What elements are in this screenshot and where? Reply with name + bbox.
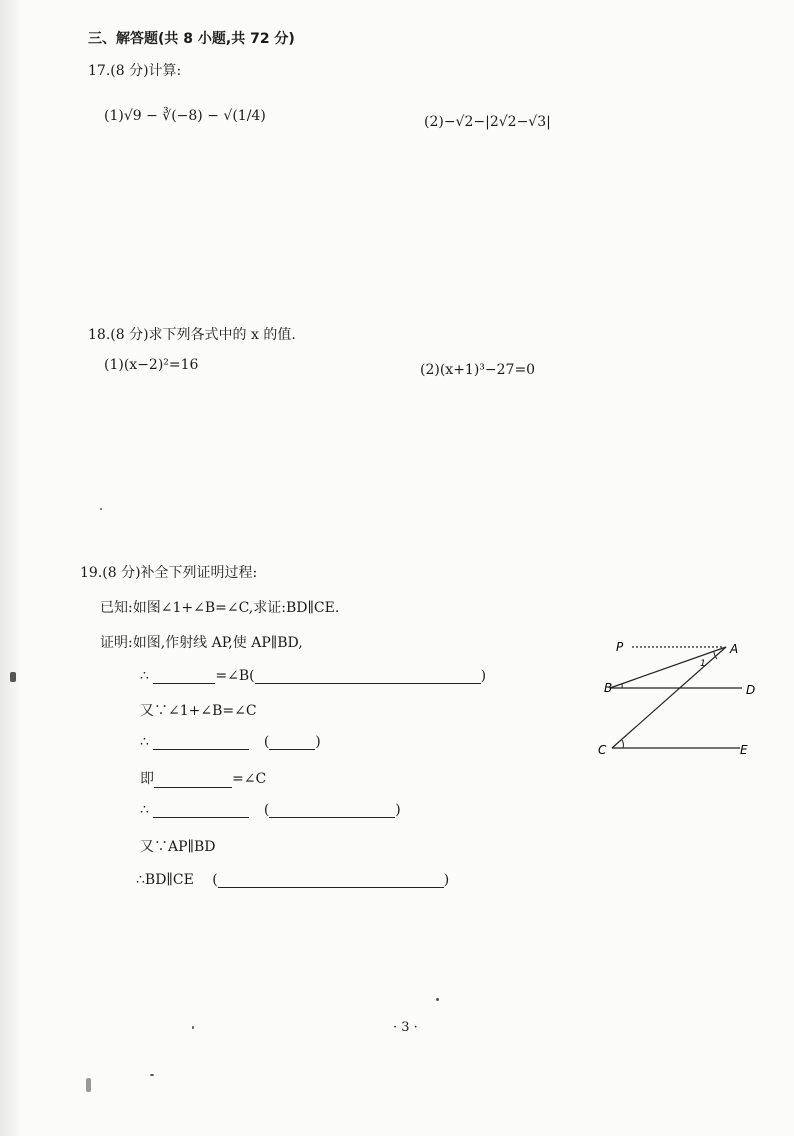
proof-line-4-text: =∠C	[232, 771, 267, 787]
proof-line-5-open: (	[263, 802, 270, 818]
label-angle-1: 1	[700, 659, 706, 669]
label-c: C	[598, 743, 607, 757]
proof-line-7-close: )	[443, 872, 450, 888]
scan-speck	[86, 1078, 91, 1092]
proof-line-7-open: (	[212, 872, 218, 888]
label-b: B	[604, 681, 613, 695]
proof-line-5	[140, 802, 401, 818]
proof-line-4	[140, 768, 266, 788]
proof-line-1	[140, 668, 486, 684]
question-19-known: 已知:如图∠1+∠B=∠C,求证:BD∥CE.	[100, 600, 340, 616]
line-ab	[610, 647, 726, 688]
scan-speck	[436, 998, 439, 1001]
angle-c-arc	[622, 740, 623, 748]
blank-3[interactable]	[153, 735, 249, 750]
question-19-title: 19.(8 分)补全下列证明过程:	[80, 565, 258, 581]
scan-speck	[192, 1026, 194, 1029]
question-19-proof-intro: 证明:如图,作射线 AP,使 AP∥BD,	[100, 635, 303, 651]
scan-edge-shadow	[0, 0, 22, 1136]
blank-4[interactable]	[269, 735, 315, 750]
proof-line-3	[140, 734, 321, 750]
question-18-part-2: (2)(x+1)³−27=0	[420, 362, 536, 378]
proof-line-5-close: )	[395, 802, 401, 818]
section-title: 三、解答题(共 8 小题,共 72 分)	[88, 31, 295, 47]
proof-line-3-close: )	[315, 734, 321, 750]
question-18-part-1: (1)(x−2)²=16	[104, 357, 199, 373]
question-17-title: 17.(8 分)计算:	[88, 63, 182, 79]
proof-line-1-text: =∠B(	[215, 668, 255, 684]
namely-label: 即	[140, 771, 154, 787]
label-p: P	[616, 640, 624, 654]
proof-line-7	[136, 872, 449, 888]
scan-speck	[10, 672, 16, 682]
blank-6[interactable]	[153, 803, 249, 818]
label-e: E	[740, 743, 748, 757]
proof-line-1-close: )	[480, 668, 487, 684]
therefore-symbol: ∴	[140, 668, 149, 684]
therefore-symbol: ∴	[140, 734, 149, 750]
blank-5[interactable]	[154, 773, 232, 788]
blank-1[interactable]	[153, 669, 215, 684]
scan-speck	[100, 508, 102, 510]
question-17-part-1: (1)√9 − ∛(−8) − √(1/4)	[104, 108, 266, 124]
blank-7[interactable]	[269, 803, 395, 818]
blank-8[interactable]	[218, 873, 444, 888]
conclusion-text: ∴BD∥CE	[136, 872, 194, 888]
label-a: A	[730, 642, 739, 656]
geometry-figure	[590, 632, 770, 762]
proof-line-2: 又∵∠1+∠B=∠C	[140, 703, 257, 719]
line-ac	[612, 647, 726, 748]
question-18-title: 18.(8 分)求下列各式中的 x 的值.	[88, 327, 296, 343]
scan-speck	[150, 1074, 154, 1076]
label-d: D	[746, 683, 756, 697]
therefore-symbol: ∴	[140, 802, 149, 818]
question-17-part-2: (2)−√2−|2√2−√3|	[424, 114, 551, 130]
page-number: · 3 ·	[393, 1020, 418, 1035]
proof-line-3-open: (	[263, 734, 270, 750]
blank-2[interactable]	[255, 669, 481, 684]
proof-line-6: 又∵AP∥BD	[140, 839, 216, 855]
